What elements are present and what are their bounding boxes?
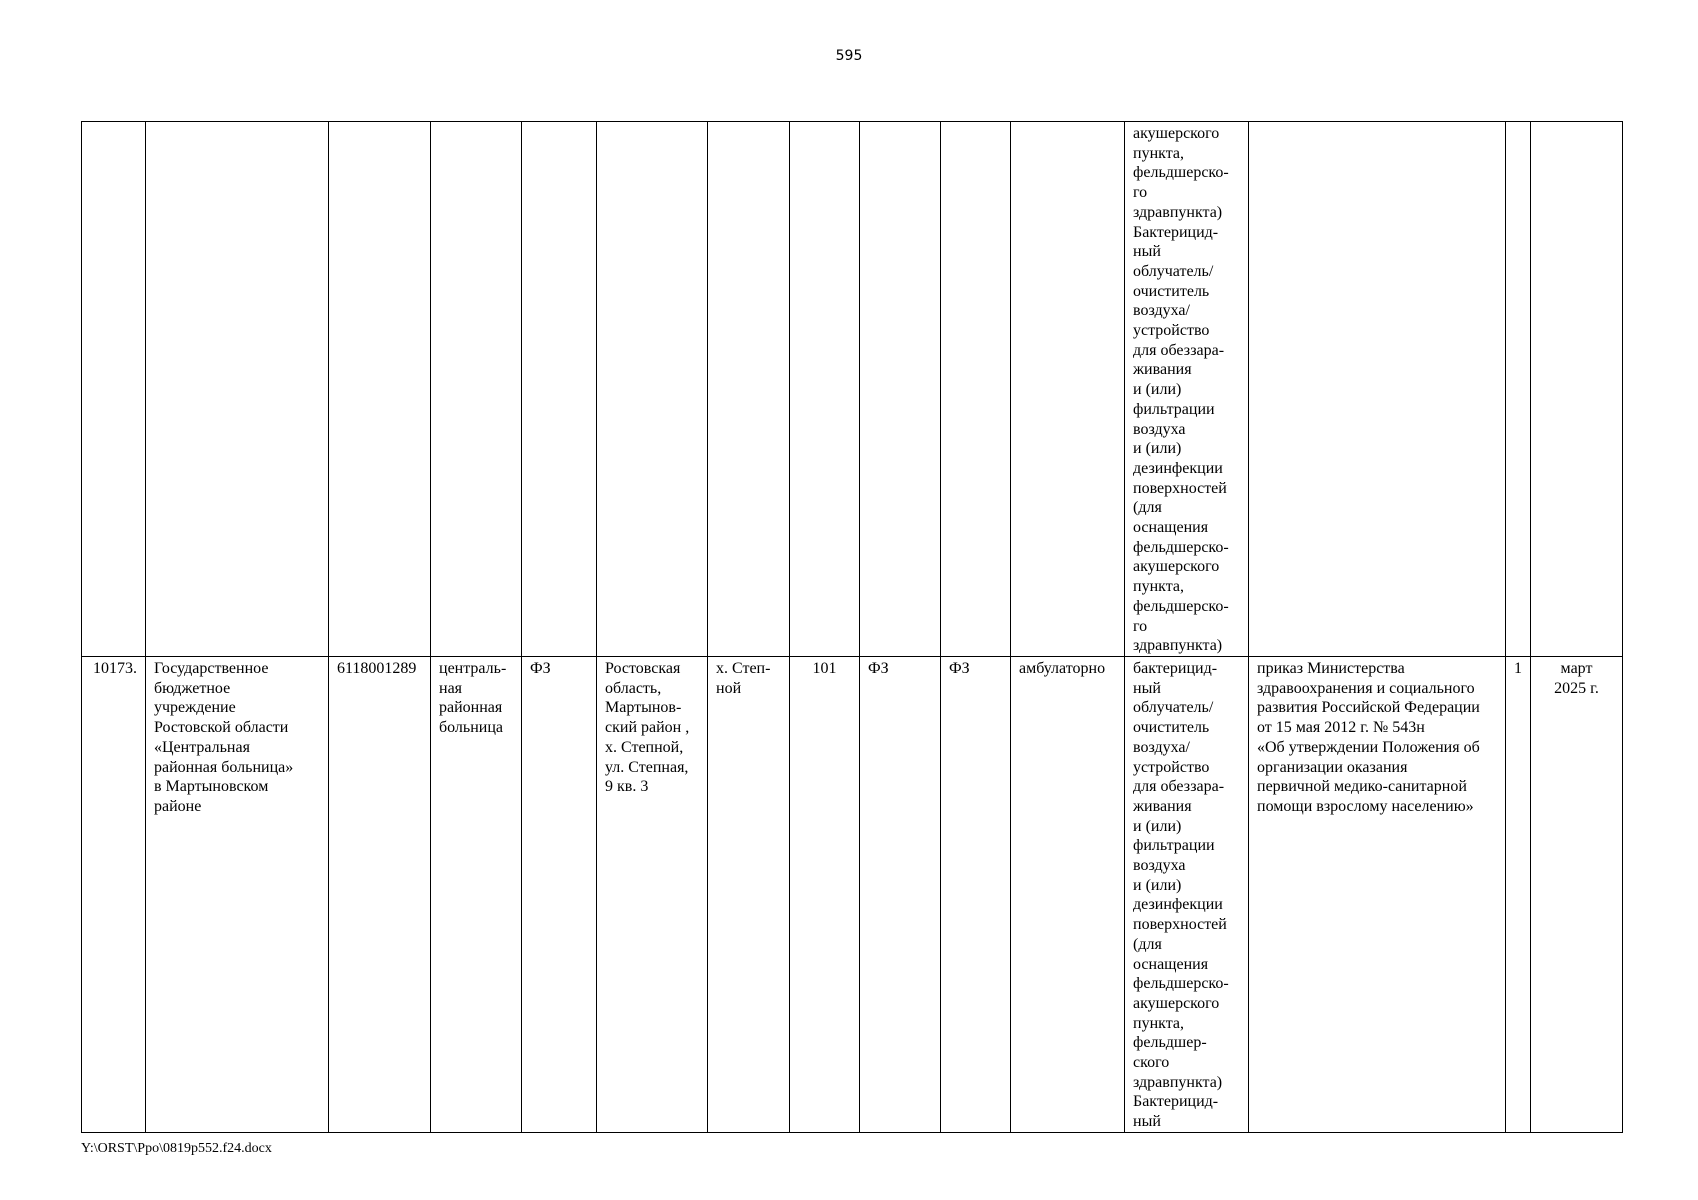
text-line: «Центральная	[154, 738, 250, 756]
text-line: оснащения	[1133, 955, 1209, 973]
cell-number	[82, 122, 146, 657]
text-line: облучатель/	[1133, 699, 1214, 717]
text-line: ной	[716, 679, 742, 697]
text-line: и (или)	[1133, 817, 1182, 835]
cell-org-type	[431, 656, 522, 1132]
text-line: фельдшерско-	[1133, 975, 1229, 993]
text-line: ный	[1133, 1113, 1161, 1131]
text-line: акушерского	[1133, 558, 1220, 576]
inn-value: 6118001289	[337, 659, 417, 677]
text-line: область,	[605, 679, 662, 697]
text-line: пункта,	[1133, 1014, 1184, 1032]
text-line: приказ Министерства	[1257, 659, 1405, 677]
text-line: развития Российской Федерации	[1257, 699, 1480, 717]
cell-settlement	[708, 656, 790, 1132]
text-line: здравоохранения и социального	[1257, 679, 1475, 697]
text-line: Мартынов-	[605, 699, 682, 717]
text-line: здравпункта)	[1133, 1073, 1223, 1091]
text-line: и (или)	[1133, 876, 1182, 894]
text-line: очиститель	[1133, 282, 1210, 300]
text-line: ул. Степная,	[605, 758, 689, 776]
text-line: Бактерицид-	[1133, 223, 1219, 241]
cell-quantity	[1506, 122, 1531, 657]
text-line: 2025 г.	[1554, 679, 1599, 697]
text-line: больница	[439, 719, 503, 737]
text-line: очиститель	[1133, 719, 1210, 737]
text-line: и (или)	[1133, 381, 1182, 399]
date-lines	[1539, 659, 1614, 698]
text-line: облучатель/	[1133, 262, 1214, 280]
cell-population	[790, 656, 860, 1132]
cell-org-type	[431, 122, 522, 657]
cell-col9	[941, 122, 1011, 657]
text-line: воздуха	[1133, 857, 1186, 875]
cell-basis	[1249, 656, 1506, 1132]
text-line: (для	[1133, 935, 1162, 953]
text-line: дезинфекции	[1133, 459, 1223, 477]
cell-organization	[146, 656, 329, 1132]
text-line: от 15 мая 2012 г. № 543н	[1257, 719, 1425, 737]
text-line: оснащения	[1133, 519, 1209, 537]
text-line: ского	[1133, 1054, 1170, 1072]
table-row-continuation	[82, 122, 1623, 657]
text-line: и (или)	[1133, 440, 1182, 458]
text-line: пункта,	[1133, 578, 1184, 596]
text-line: ный	[1133, 679, 1161, 697]
text-line: воздуха/	[1133, 738, 1190, 756]
cell-equipment	[1125, 656, 1249, 1132]
cell-organization	[146, 122, 329, 657]
population-value: 101	[812, 659, 837, 677]
text-line: централь-	[439, 659, 507, 677]
text-line: акушерского	[1133, 994, 1220, 1012]
cell-population	[790, 122, 860, 657]
row-number: 10173.	[93, 659, 137, 677]
data-table	[81, 121, 1623, 1133]
text-line: 9 кв. 3	[605, 778, 649, 796]
col8-value: ФЗ	[868, 659, 889, 677]
cell-col4	[522, 656, 597, 1132]
text-line: поверхностей	[1133, 479, 1227, 497]
text-line: устройство	[1133, 758, 1210, 776]
org-type-lines	[439, 659, 513, 738]
text-line: март	[1560, 659, 1593, 677]
text-line: го	[1133, 184, 1148, 202]
text-line: живания	[1133, 797, 1192, 815]
address-lines	[605, 659, 699, 797]
col4-value: ФЗ	[530, 659, 551, 677]
cell-equipment	[1125, 122, 1249, 657]
cell-quantity	[1506, 656, 1531, 1132]
text-line: бюджетное	[154, 679, 231, 697]
cell-inn	[329, 656, 431, 1132]
text-line: акушерского	[1133, 125, 1220, 142]
text-line: (для	[1133, 499, 1162, 517]
cell-date	[1531, 122, 1623, 657]
text-line: ная	[439, 679, 463, 697]
text-line: устройство	[1133, 322, 1210, 340]
text-line: здравпункта)	[1133, 637, 1223, 655]
text-line: Ростовская	[605, 659, 681, 677]
text-line: районная больница»	[154, 758, 294, 776]
text-line: фельдшерско-	[1133, 538, 1229, 556]
cell-address	[597, 122, 708, 657]
text-line: Государственное	[154, 659, 269, 677]
cell-number	[82, 656, 146, 1132]
text-line: фельдшер-	[1133, 1034, 1207, 1052]
text-line: для обеззара-	[1133, 341, 1225, 359]
text-line: фельдшерско-	[1133, 164, 1229, 182]
text-line: районная	[439, 699, 503, 717]
text-line: пункта,	[1133, 144, 1184, 162]
text-line: ский район ,	[605, 719, 690, 737]
col9-value: ФЗ	[949, 659, 970, 677]
text-line: для обеззара-	[1133, 778, 1225, 796]
text-line: организации оказания	[1257, 758, 1408, 776]
settlement-lines	[716, 659, 781, 698]
footer-file-path: Y:\ORST\Ppo\0819p552.f24.docx	[81, 1141, 272, 1156]
text-line: здравпункта)	[1133, 203, 1223, 221]
text-line: помощи взрослому населению»	[1257, 797, 1474, 815]
text-line: дезинфекции	[1133, 896, 1223, 914]
text-line: поверхностей	[1133, 916, 1227, 934]
text-line: районе	[154, 797, 202, 815]
equipment-lines	[1133, 124, 1240, 656]
text-line: в Мартыновском	[154, 778, 269, 796]
text-line: Ростовской области	[154, 719, 289, 737]
text-line: фельдшерско-	[1133, 597, 1229, 615]
text-line: воздуха	[1133, 420, 1186, 438]
text-line: фильтрации	[1133, 400, 1215, 418]
quantity-value: 1	[1514, 659, 1522, 677]
basis-lines	[1257, 659, 1497, 817]
table-row	[82, 656, 1623, 1132]
text-line: «Об утверждении Положения об	[1257, 738, 1480, 756]
text-line: го	[1133, 617, 1148, 635]
text-line: х. Степ-	[716, 659, 771, 677]
text-line: бактерицид-	[1133, 659, 1218, 677]
organization-lines	[154, 659, 320, 817]
text-line: фильтрации	[1133, 837, 1215, 855]
cell-col8	[860, 656, 941, 1132]
text-line: учреждение	[154, 699, 236, 717]
cell-basis	[1249, 122, 1506, 657]
cell-date	[1531, 656, 1623, 1132]
cell-care-form	[1011, 122, 1125, 657]
text-line: ный	[1133, 243, 1161, 261]
cell-col4	[522, 122, 597, 657]
cell-col8	[860, 122, 941, 657]
text-line: воздуха/	[1133, 302, 1190, 320]
text-line: Бактерицид-	[1133, 1093, 1219, 1111]
cell-col9	[941, 656, 1011, 1132]
page-number: 595	[835, 48, 863, 64]
cell-care-form	[1011, 656, 1125, 1132]
cell-inn	[329, 122, 431, 657]
text-line: первичной медико-санитарной	[1257, 778, 1467, 796]
text-line: х. Степной,	[605, 738, 684, 756]
equipment-lines	[1133, 659, 1240, 1132]
care-form-value: амбулаторно	[1019, 659, 1106, 677]
text-line: живания	[1133, 361, 1192, 379]
cell-address	[597, 656, 708, 1132]
cell-settlement	[708, 122, 790, 657]
